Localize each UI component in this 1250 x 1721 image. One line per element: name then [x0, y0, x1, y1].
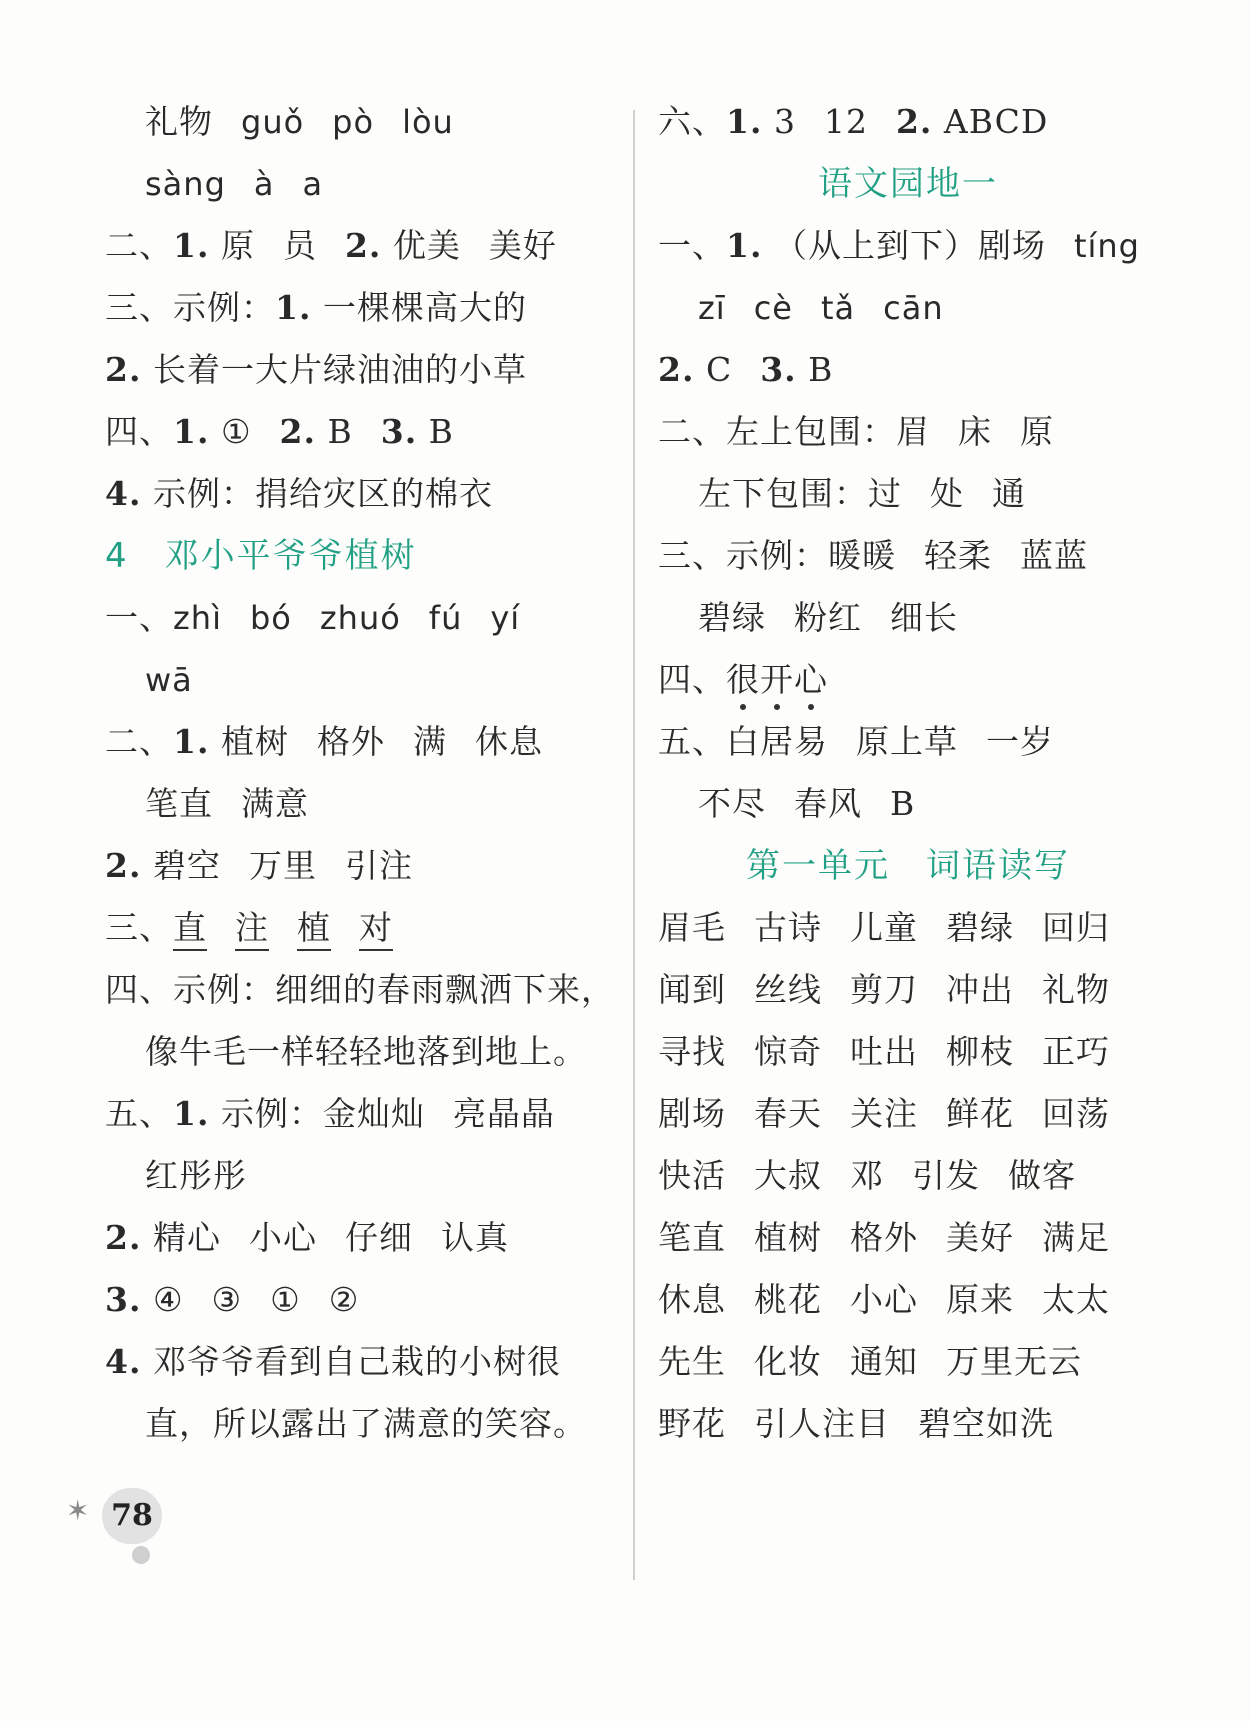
answer-text: 小心 [850, 1280, 918, 1319]
heading-text: 第一单元 词语读写 [746, 846, 1070, 886]
answer-text: ④ [141, 1280, 184, 1319]
answer-text: 通 [992, 474, 1026, 513]
answer-line [698, 474, 1026, 514]
answer-line [658, 1404, 1054, 1444]
pinyin-text: tǎ [820, 289, 856, 327]
answer-line [105, 288, 527, 328]
answer-text: 植树 [209, 722, 289, 761]
answer-text: 冲出 [946, 970, 1014, 1009]
pinyin-text: lòu [402, 103, 454, 141]
answer-text: B [890, 784, 916, 823]
answer-text: 春风 [794, 784, 862, 823]
pinyin-text: zī [698, 289, 726, 327]
answer-text: 碧空 [141, 846, 221, 885]
answer-text: B [315, 412, 353, 451]
answer-text: 桃花 [754, 1280, 822, 1319]
answer-text: 眉毛 [658, 908, 726, 947]
answer-text: 六、 [658, 102, 726, 141]
heading-text: 4 邓小平爷爷植树 [105, 536, 417, 576]
answer-text: 示例：金灿灿 [209, 1094, 425, 1133]
item-number: 1. [173, 226, 210, 265]
answer-text: 回荡 [1042, 1094, 1110, 1133]
item-number: 1. [726, 226, 763, 265]
pinyin-text: bó [249, 599, 292, 637]
answer-line [105, 350, 527, 390]
answer-text: 吐出 [850, 1032, 918, 1071]
answer-text: 闻到 [658, 970, 726, 1009]
answer-text: 惊奇 [754, 1032, 822, 1071]
answer-line [105, 1218, 509, 1258]
answer-line [105, 722, 543, 762]
answer-line [658, 1032, 1110, 1072]
answer-text: （从上到下）剧场 [762, 226, 1046, 265]
answer-text: 万里 [248, 846, 317, 885]
dot-icon [132, 1546, 150, 1564]
item-number: 1. [173, 1094, 210, 1133]
answer-text: 邓爷爷看到自己栽的小树很 [141, 1342, 561, 1381]
answer-text: 通知 [850, 1342, 918, 1381]
answer-line [658, 1280, 1110, 1320]
pinyin-text: yí [490, 599, 521, 637]
answer-line [105, 970, 615, 1010]
answer-text: 剪刀 [850, 970, 918, 1009]
answer-text: 一、 [658, 226, 726, 265]
answer-text: 大叔 [754, 1156, 822, 1195]
answer-text: 植树 [754, 1218, 822, 1257]
pinyin-text: à [253, 165, 275, 203]
item-number: 2. [105, 1218, 142, 1257]
answer-text: 床 [958, 412, 992, 451]
answer-text: 鲜花 [946, 1094, 1014, 1133]
answer-line [105, 412, 454, 452]
answer-line [145, 784, 309, 824]
answer-text: ③ [211, 1280, 243, 1319]
answer-line [105, 1342, 561, 1382]
item-number: 2. [344, 226, 382, 265]
answer-line [105, 598, 520, 638]
item-number: 2. [895, 102, 933, 141]
answer-text: 五、白居易 [658, 722, 828, 761]
answer-text: 3 [762, 102, 796, 141]
answer-text: 蓝蓝 [1020, 536, 1088, 575]
answer-text: 丝线 [754, 970, 822, 1009]
answer-line [145, 164, 323, 204]
answer-text: 格外 [316, 722, 385, 761]
pinyin-text: cè [753, 289, 793, 327]
answer-line [145, 102, 454, 142]
answer-text: 柳枝 [946, 1032, 1014, 1071]
answer-text: 员 [282, 226, 317, 265]
answer-text: 满足 [1042, 1218, 1110, 1257]
answer-text: B [796, 350, 834, 389]
answer-text: 轻柔 [924, 536, 992, 575]
answer-text: 休息 [658, 1280, 726, 1319]
answer-line [105, 908, 393, 948]
answer-text: 春天 [754, 1094, 822, 1133]
answer-text: 关注 [850, 1094, 918, 1133]
dotted-char: 很 [726, 660, 760, 699]
answer-text: 优美 [381, 226, 461, 265]
answer-text: 笔直 [145, 784, 213, 823]
item-number: 2. [105, 350, 142, 389]
dotted-char: 心 [794, 660, 828, 699]
answer-text: 满意 [241, 784, 309, 823]
answer-text: 红彤彤 [145, 1156, 247, 1195]
item-number: 3. [105, 1280, 142, 1319]
answer-text: ① [270, 1280, 301, 1319]
dotted-char: 开 [760, 660, 794, 699]
answer-line [658, 102, 1048, 142]
answer-text: 处 [930, 474, 964, 513]
answer-text: 化妆 [754, 1342, 822, 1381]
answer-text: 先生 [658, 1342, 726, 1381]
item-number: 2. [279, 412, 316, 451]
answer-text: 碧空如洗 [918, 1404, 1054, 1443]
answer-text: 原 [209, 226, 255, 265]
answer-text: C [694, 350, 733, 389]
item-number: 2. [105, 846, 142, 885]
answer-line [658, 536, 1088, 576]
answer-line [658, 1218, 1110, 1258]
answer-text: 左下包围：过 [698, 474, 902, 513]
answer-text: 示例：捐给灾区的棉衣 [141, 474, 493, 513]
answer-text: 三、示例： [105, 288, 275, 327]
answer-text: 万里无云 [946, 1342, 1082, 1381]
answer-text: 四、示例：细细的春雨飘洒下来， [105, 970, 615, 1009]
answer-text: 原上草 [856, 722, 958, 761]
answer-line [145, 1404, 587, 1444]
answer-line [658, 970, 1110, 1010]
pinyin-text: a [302, 165, 324, 203]
answer-text: 仔细 [344, 1218, 413, 1257]
answer-text: 二、左上包围：眉 [658, 412, 930, 451]
answer-text: 长着一大片绿油油的小草 [141, 350, 527, 389]
pinyin-text: zhuó [319, 599, 401, 637]
answer-text: 美好 [488, 226, 557, 265]
star-icon: ✶ [66, 1494, 90, 1527]
answer-text: 像牛毛一样轻轻地落到地上。 [145, 1032, 587, 1071]
column-divider [633, 110, 635, 1580]
answer-text: 二、 [105, 722, 173, 761]
answer-line [658, 722, 1054, 762]
answer-line [658, 350, 833, 390]
underlined-char: 植 [297, 908, 331, 951]
answer-text: 太太 [1042, 1280, 1110, 1319]
answer-text: 礼物 [145, 102, 213, 141]
answer-text: 12 [823, 102, 868, 141]
item-number: 3. [760, 350, 797, 389]
answer-line [698, 598, 958, 638]
item-number: 1. [173, 412, 210, 451]
section-heading [818, 164, 998, 204]
answer-text: 礼物 [1042, 970, 1110, 1009]
pinyin-text: fú [428, 599, 463, 637]
answer-line [105, 474, 493, 514]
answer-text: ② [328, 1280, 360, 1319]
answer-line [145, 1156, 247, 1196]
answer-line [658, 1156, 1076, 1196]
underlined-char: 直 [173, 908, 207, 951]
pinyin-text: guǒ [241, 103, 305, 141]
answer-text: 古诗 [754, 908, 822, 947]
answer-text: 小心 [248, 1218, 317, 1257]
answer-text: 粉红 [794, 598, 862, 637]
answer-text: 原来 [946, 1280, 1014, 1319]
pinyin-text: sàng [145, 165, 226, 203]
answer-text: 引注 [344, 846, 413, 885]
answer-line [658, 412, 1054, 452]
answer-text: 正巧 [1042, 1032, 1110, 1071]
answer-text: 不尽 [698, 784, 766, 823]
answer-text: 做客 [1008, 1156, 1076, 1195]
answer-text: 笔直 [658, 1218, 726, 1257]
answer-text: B [417, 412, 454, 451]
heading-text: 语文园地一 [818, 164, 998, 204]
answer-text: 碧绿 [698, 598, 766, 637]
section-heading [746, 846, 1070, 886]
answer-text: 精心 [141, 1218, 221, 1257]
answer-text: ① [209, 412, 252, 451]
answer-text: 回归 [1042, 908, 1110, 947]
item-number: 1. [726, 102, 763, 141]
answer-line [105, 1094, 555, 1134]
answer-line [105, 1280, 359, 1320]
answer-line [658, 908, 1110, 948]
answer-line [658, 660, 828, 700]
underlined-char: 对 [359, 908, 393, 951]
item-number: 3. [380, 412, 418, 451]
item-number: 4. [105, 1342, 142, 1381]
answer-line [145, 660, 193, 700]
item-number: 1. [173, 722, 210, 761]
page-number: 78 [102, 1488, 162, 1544]
answer-text: ABCD [932, 102, 1049, 141]
item-number: 2. [658, 350, 695, 389]
answer-line [145, 1032, 587, 1072]
answer-line [658, 1342, 1082, 1382]
answer-line [105, 226, 557, 266]
answer-text: 细长 [890, 598, 958, 637]
answer-text: 亮晶晶 [452, 1094, 555, 1133]
item-number: 1. [275, 288, 312, 327]
answer-text: 二、 [105, 226, 173, 265]
pinyin-text: pò [332, 103, 375, 141]
answer-text: 野花 [658, 1404, 726, 1443]
pinyin-text: wā [145, 661, 193, 699]
answer-text: 休息 [474, 722, 543, 761]
answer-text: 邓 [850, 1156, 884, 1195]
answer-text: 四、 [105, 412, 173, 451]
answer-text: 剧场 [658, 1094, 726, 1133]
underlined-char: 注 [235, 908, 269, 951]
answer-text: 五、 [105, 1094, 173, 1133]
answer-text: 四、 [658, 660, 726, 699]
item-number: 4. [105, 474, 142, 513]
answer-text: 儿童 [850, 908, 918, 947]
answer-line [105, 846, 413, 886]
answer-text: 认真 [440, 1218, 509, 1257]
answer-text: 直，所以露出了满意的笑容。 [145, 1404, 587, 1443]
answer-text: 三、 [105, 908, 173, 947]
answer-text: 美好 [946, 1218, 1014, 1257]
answer-text: 引发 [912, 1156, 980, 1195]
answer-line [658, 226, 1140, 266]
answer-text: 三、示例：暖暖 [658, 536, 896, 575]
answer-text: 原 [1020, 412, 1054, 451]
answer-line [698, 784, 915, 824]
answer-text: 寻找 [658, 1032, 726, 1071]
answer-text: 满 [412, 722, 447, 761]
answer-text: 一岁 [986, 722, 1054, 761]
pinyin-text: tíng [1073, 227, 1140, 265]
answer-line [698, 288, 944, 328]
answer-text: 碧绿 [946, 908, 1014, 947]
answer-text: 一棵棵高大的 [311, 288, 527, 327]
answer-text: 一、 [105, 598, 173, 637]
answer-line [658, 1094, 1110, 1134]
answer-text: 快活 [658, 1156, 726, 1195]
pinyin-text: cān [883, 289, 944, 327]
section-heading [105, 536, 417, 576]
pinyin-text: zhì [173, 599, 222, 637]
answer-text: 格外 [850, 1218, 918, 1257]
answer-text: 引人注目 [754, 1404, 890, 1443]
